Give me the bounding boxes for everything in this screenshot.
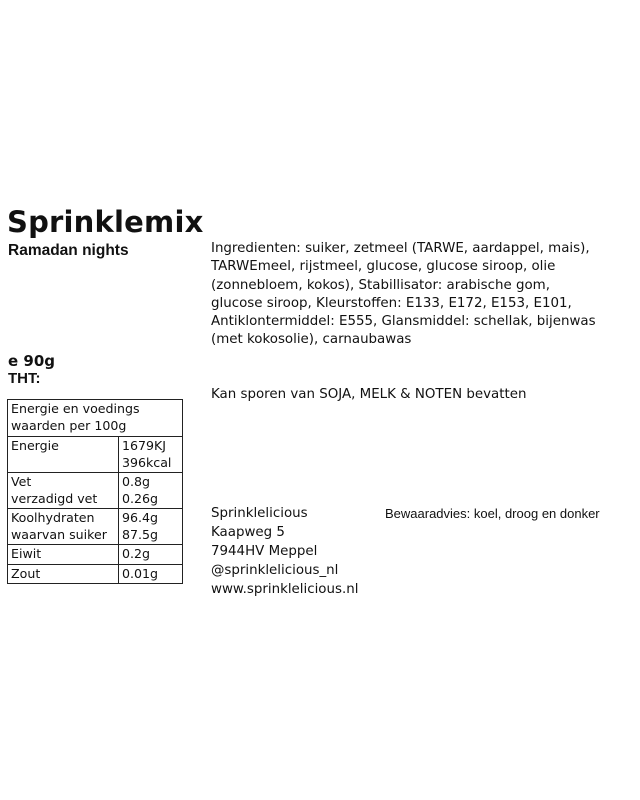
ingredients-line: Antiklontermiddel: E555, Glansmiddel: schellak, bijenwas xyxy=(211,314,596,330)
nutrient-value: 0.01g xyxy=(121,565,158,581)
nutrition-label xyxy=(8,509,119,545)
company-city: 7944HV Meppel xyxy=(211,544,318,559)
nutrient-name: Zout xyxy=(11,565,41,581)
nutrient-name: waarvan suiker xyxy=(11,526,107,542)
nutrition-table xyxy=(7,399,183,584)
nutrition-row-carbs xyxy=(8,509,183,545)
nutrient-value: 96.4g xyxy=(121,510,158,525)
nutrition-label xyxy=(8,473,119,509)
ingredients-line: Ingredienten: suiker, zetmeel (TARWE, aardappel, mais), xyxy=(211,241,590,256)
nutrition-value xyxy=(118,473,182,509)
nutrition-row-salt xyxy=(8,564,183,584)
product-subtitle: Ramadan nights xyxy=(8,242,129,259)
nutrition-row-energy xyxy=(8,437,183,473)
nutrition-header-row xyxy=(8,400,183,437)
ingredients-line: (zonnebloem, kokos), Stabillisator: arabische gom, xyxy=(211,277,550,293)
nutrient-value: 87.5g xyxy=(121,526,158,542)
ingredients-list xyxy=(211,240,631,350)
company-address xyxy=(211,504,358,599)
nutrient-value: 1679KJ xyxy=(121,438,166,453)
nutrition-value xyxy=(118,564,182,584)
nutrient-value: 0.26g xyxy=(121,490,158,506)
nutrient-value: 0.2g xyxy=(121,546,150,561)
ingredients-line: glucose siroop, Kleurstoffen: E133, E172, E153, E101, xyxy=(211,295,572,311)
nutrient-name: Vet xyxy=(11,474,32,489)
nutrient-name: verzadigd vet xyxy=(11,490,98,506)
nutrition-label xyxy=(8,545,119,565)
nutrient-value: 0.8g xyxy=(121,474,150,489)
nutrition-label xyxy=(8,564,119,584)
allergen-notice: Kan sporen van SOJA, MELK & NOTEN bevatten xyxy=(211,387,527,402)
nutrition-row-protein xyxy=(8,545,183,565)
nutrition-value xyxy=(118,509,182,545)
nutrient-name: Koolhydraten xyxy=(11,510,95,525)
company-website: www.sprinklelicious.nl xyxy=(211,582,359,597)
nutrient-name: Energie xyxy=(11,438,59,453)
company-social-handle: @sprinklelicious_nl xyxy=(211,563,339,578)
ingredients-line: TARWEmeel, rijstmeel, glucose, glucose siroop, olie xyxy=(211,259,556,275)
nutrient-value: 396kcal xyxy=(121,454,172,470)
nutrition-header xyxy=(8,400,183,437)
nutrient-name: Eiwit xyxy=(11,546,42,561)
net-weight: e 90g xyxy=(8,352,56,370)
company-street: Kaapweg 5 xyxy=(211,525,285,540)
nutrition-row-fat xyxy=(8,473,183,509)
nutrition-header-line: Energie en voedings xyxy=(11,401,140,416)
company-name: Sprinklelicious xyxy=(211,506,308,521)
nutrition-header-line: waarden per 100g xyxy=(11,417,127,433)
ingredients-line: (met kokosolie), carnaubawas xyxy=(211,332,412,348)
nutrition-label xyxy=(8,437,119,473)
storage-advice: Bewaaradvies: koel, droog en donker xyxy=(385,506,600,521)
nutrition-value xyxy=(118,437,182,473)
nutrition-value xyxy=(118,545,182,565)
best-before-label: THT: xyxy=(8,370,41,387)
product-title: Sprinklemix xyxy=(7,205,204,239)
